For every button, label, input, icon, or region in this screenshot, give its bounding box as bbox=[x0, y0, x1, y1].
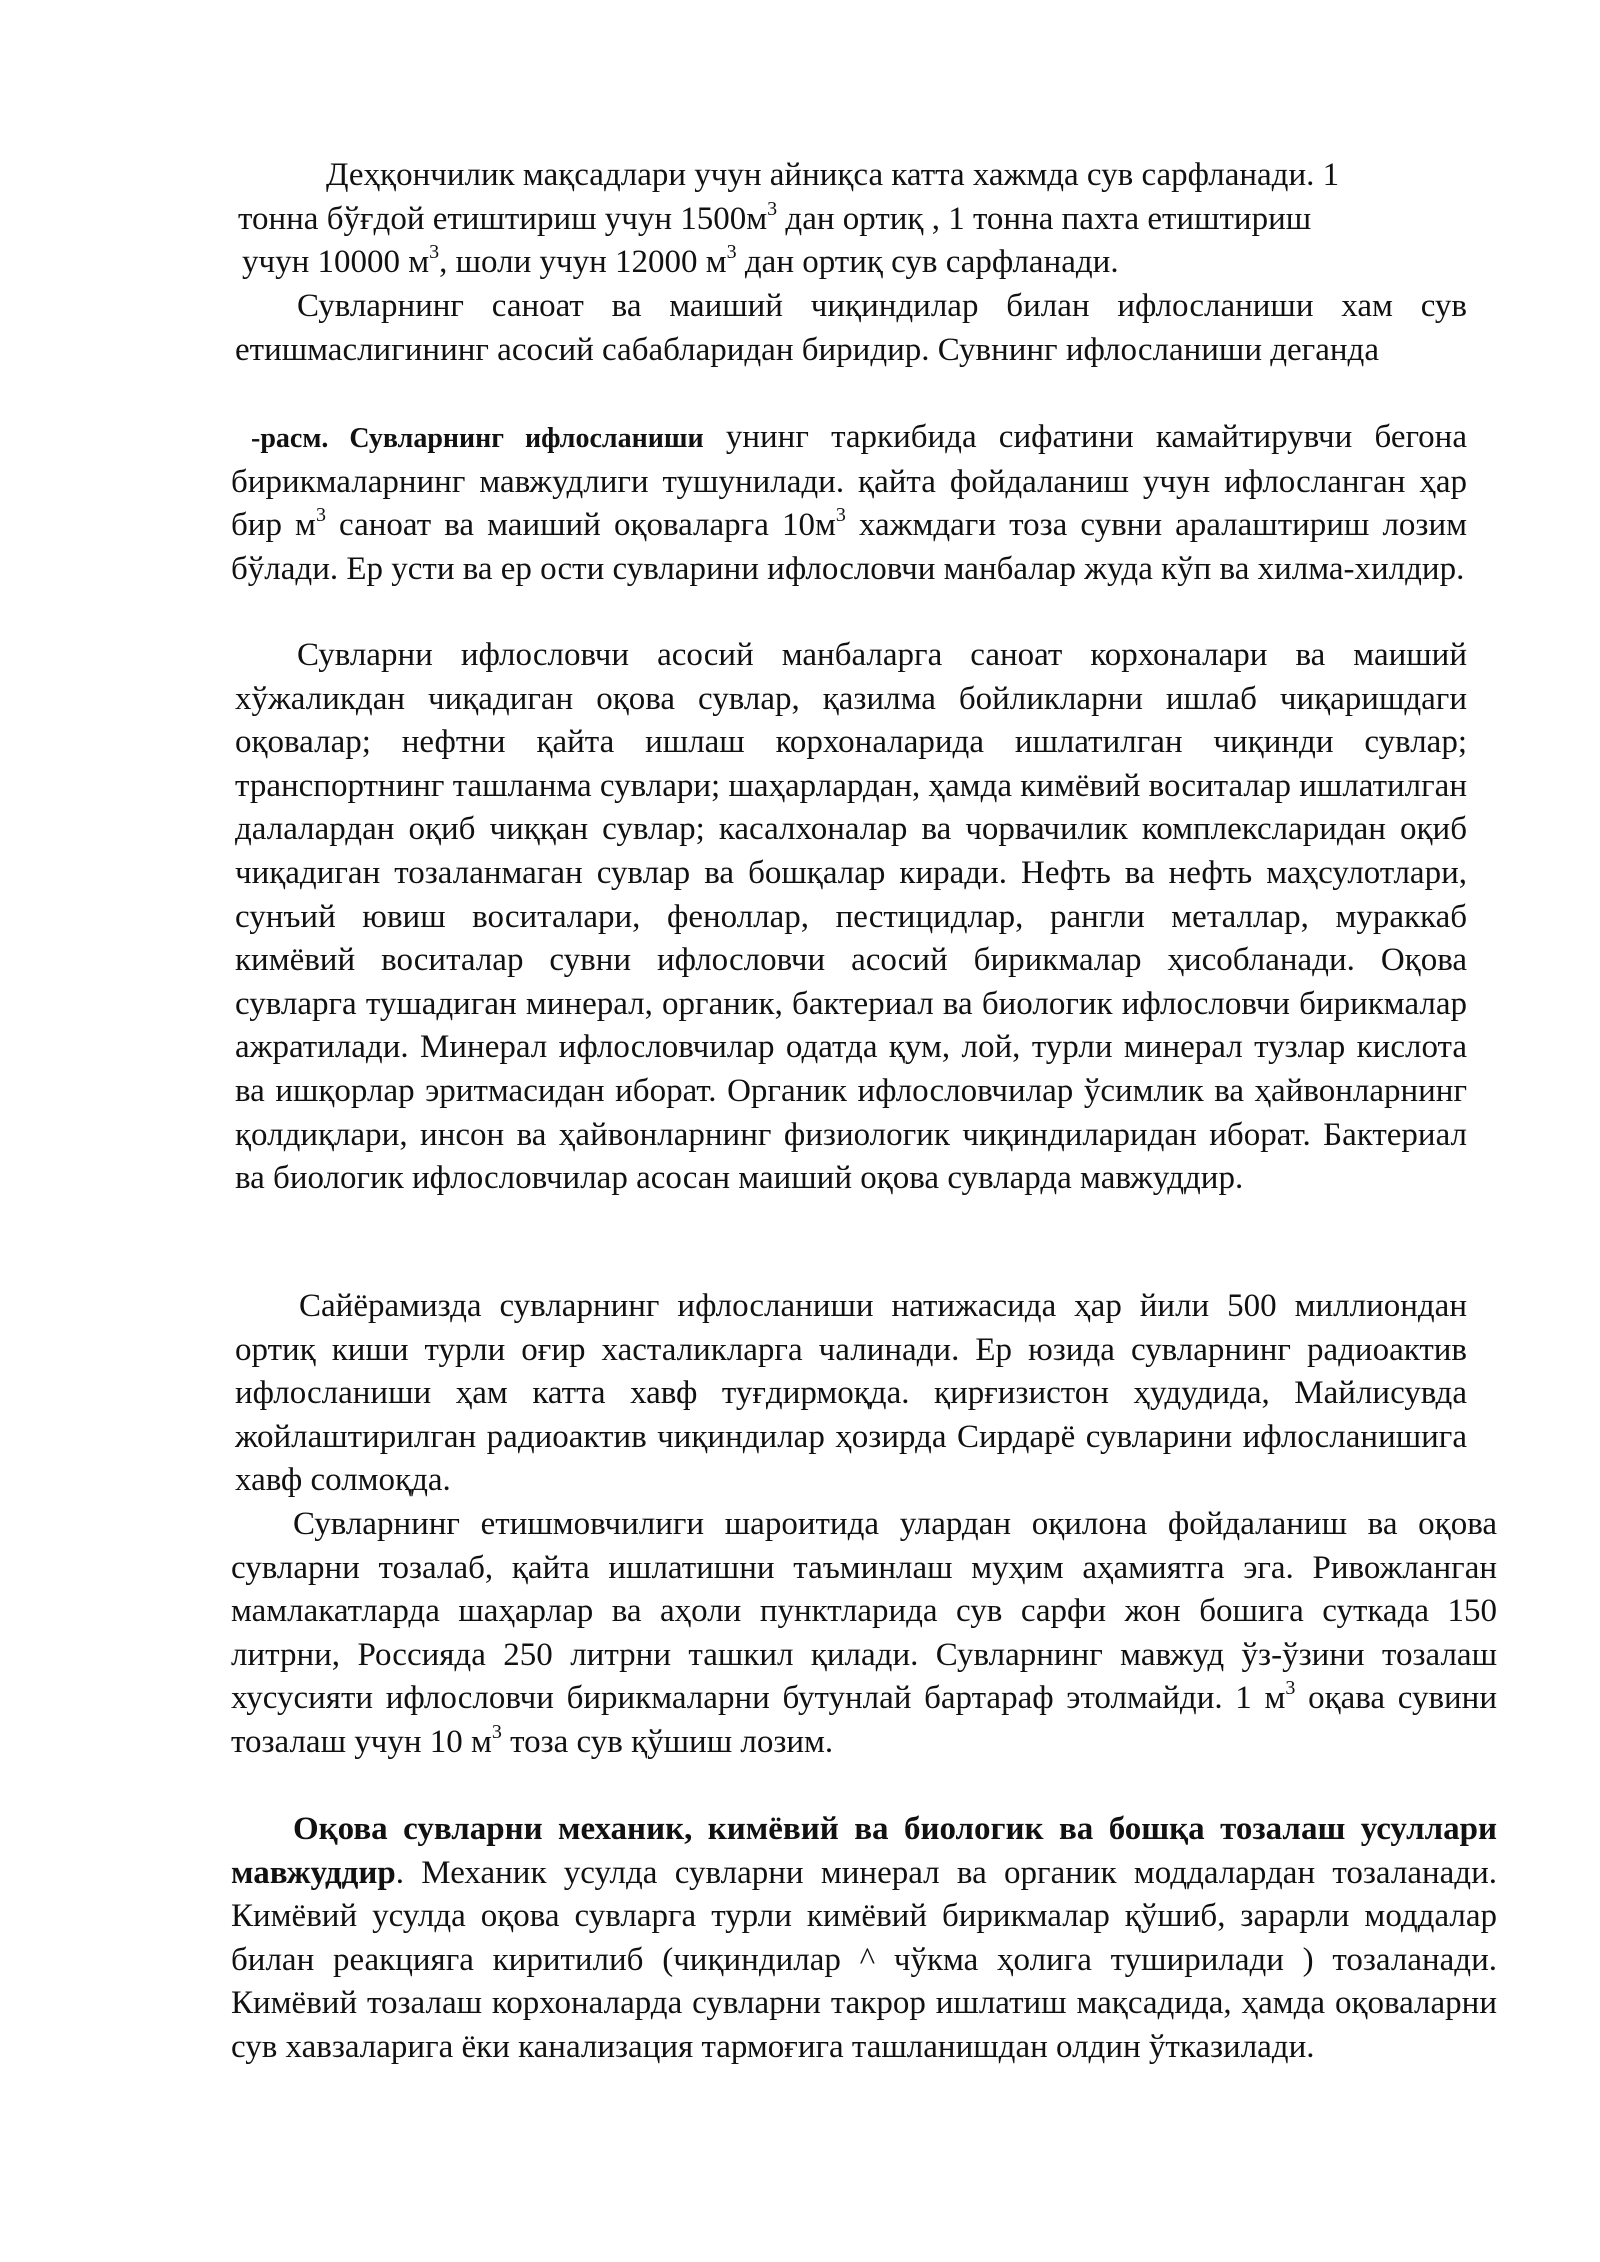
para1-line1: Деҳқончилик мақсадлари учун айниқса катта хажмда сув сарфланади. 1 bbox=[326, 157, 1340, 193]
paragraph-treatment-methods: Оқова сувларни механик, кимёвий ва биологик ва бошқа тозалаш усуллари мавжуддир. Механик усулда сувларни минерал ва органик моддалардан тозаланади. Кимёвий усулда оқова сувларга турли кимёвий бирикмалар қўшиб, зарарли моддалар билан реакцияга киритилиб (чиқиндилар ^ чўкма ҳолига туширилади ) тозаланади. Кимёвий тозалаш корхоналарда сувларни такрор ишлатиш мақсадида, ҳамда оқоваларни сув хавзаларига ёки канализация тармоғига ташланишдан олдин ўтказилади. bbox=[231, 1811, 1497, 2065]
figure-caption: -расм. Сувларнинг ифлосланиши bbox=[251, 423, 704, 454]
paragraph-water-consumption: Сувларнинг етишмовчилиги шароитида улардан оқилона фойдаланиш ва оқова сувларни тозалаб, қайта ишлатишни таъминлаш муҳим аҳамиятга эга. Ривожланган мамлакатларда шаҳарлар ва аҳоли пунктларида сув сарфи жон бошига суткада 150 литрни, Россияда 250 литрни ташкил қилади. Сувларнинг мавжуд ўз-ўзини тозалаш хусусияти ифлословчи бирикмаларни бутунлай бартараф этолмайди. 1 $м^3$ оқава сувини тозалаш учун 10 $м^3$ тоза сув қўшиш лозим. bbox=[231, 1506, 1498, 1760]
paragraph-pollution-sources: Сувларни ифлословчи асосий манбаларга саноат корхоналари ва маиший хўжаликдан чиқадиган оқова сувлар, қазилма бойликларни ишлаб чиқаришдаги оқовалар; нефтни қайта ишлаш корхоналарида ишлатилган чиқинди сувлар; транспортнинг ташланма сувлари; шаҳарлардан, ҳамда кимёвий воситалар ишлатилган далалардан оқиб чиққан сувлар; касалхоналар ва чорвачилик комплексларидан оқиб чиқадиган тозаланмаган сувлар ва бошқалар киради. Нефть ва нефть маҳсулотлари, сунъий ювиш воситалари, феноллар, пестицидлар, рангли металлар, мураккаб кимёвий воситалар сувни ифлословчи асосий бирикмалар ҳисобланади. Оқова сувларга тушадиган минерал, органик, бактериал ва биологик ифлословчи бирикмалар ажратилади. Минерал ифлословчилар одатда қум, лой, турли минерал тузлар кислота ва ишқорлар эритмасидан иборат. Органик ифлословчилар ўсимлик ва ҳайвонларнинг қолдиқлари, инсон ва ҳайвонларнинг физиологик чиқиндиларидан иборат. Бактериал ва биологик ифлословчилар асосан маиший оқова сувларда мавжуддир. bbox=[235, 637, 1467, 1197]
paragraph-pollution-definition: -расм. Сувларнинг ифлосланиши унинг таркибида сифатини камайтирувчи бегона бирикмаларнинг мавжудлиги тушунилади. қайта фойдаланиш учун ифлосланган ҳар бир $м^3$ саноат ва маиший оқоваларга $10м^3$ хажмдаги тоза сувни аралаштириш лозим бўлади. Ер усти ва ер ости сувларини ифлословчи манбалар жуда кўп ва хилма-хилдир. bbox=[231, 419, 1467, 587]
para1-line3: учун 10000 $м^3$, шоли учун 12000 $м^3$ дан ортиқ сув сарфланади. bbox=[242, 241, 1119, 281]
treatment-methods-heading: Оқова сувларни механик, кимёвий ва биологик ва бошқа тозалаш усуллари мавжуддир bbox=[231, 1811, 1497, 1891]
paragraph-diseases-radioactive: Сайёрамизда сувларнинг ифлосланиши натижасида ҳар йили 500 миллиондан ортиқ киши турли оғир хасталикларга чалинади. Ер юзида сувларнинг радиоактив ифлосланиши ҳам катта хавф туғдирмоқда. қирғизистон ҳудудида, Майлисувда жойлаштирилган радиоактив чиқиндилар ҳозирда Сирдарё сувларини ифлосланишига хавф солмоқда. bbox=[235, 1288, 1467, 1499]
para1-line2: тонна бўғдой етиштириш учун $1500м^3$ дан ортиқ , 1 тонна пахта етиштириш bbox=[238, 197, 1312, 237]
paragraph-pollution-cause: Сувларнинг саноат ва маиший чиқиндилар билан ифлосланиши хам сув етишмаслигининг асосий сабабларидан биридир. Сувнинг ифлосланиши деганда bbox=[235, 288, 1467, 368]
paragraph-water-agriculture bbox=[238, 154, 1488, 285]
